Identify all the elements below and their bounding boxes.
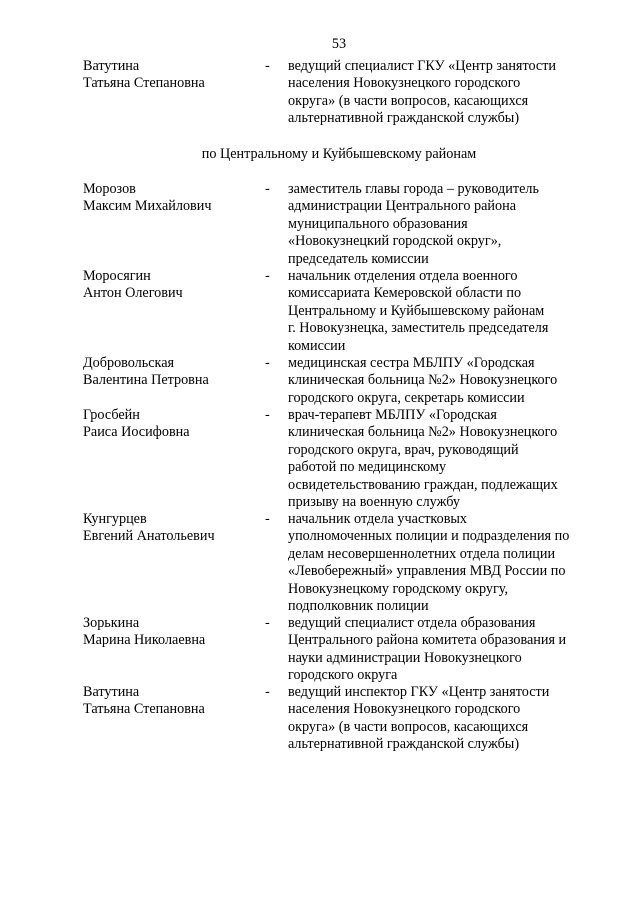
member-role: ведущий специалист отдела образования Центрального района комитета образования и науки администрации Новокузнецкого городского округа bbox=[288, 615, 567, 684]
separator-dash: - bbox=[265, 268, 270, 284]
section-heading: по Центральному и Куйбышевскому районам bbox=[201, 146, 477, 162]
member-role: заместитель главы города – руководитель администрации Центрального района муниципального образования «Новокузнецкий городской округ», председатель комиссии bbox=[288, 181, 539, 267]
separator-dash: - bbox=[265, 615, 270, 631]
separator-dash: - bbox=[265, 511, 270, 527]
member-name: Зорькина Марина Николаевна bbox=[83, 615, 206, 649]
member-name: Моросягин Антон Олегович bbox=[83, 268, 183, 302]
member-role: врач-терапевт МБЛПУ «Городская клиническая больница №2» Новокузнецкого городского округа, врач, руководящий работой по медицинскому освидетельствованию граждан, подлежащих призыву на военную службу bbox=[288, 407, 558, 511]
member-name: Кунгурцев Евгений Анатольевич bbox=[83, 511, 215, 545]
member-name: Гросбейн Раиса Иосифовна bbox=[83, 407, 190, 441]
member-role: ведущий специалист ГКУ «Центр занятости населения Новокузнецкого городского округа» (в части вопросов, касающихся альтернативной гражданской службы) bbox=[288, 58, 556, 127]
member-role: ведущий инспектор ГКУ «Центр занятости населения Новокузнецкого городского округа» (в части вопросов, касающихся альтернативной гражданской службы) bbox=[288, 684, 550, 753]
separator-dash: - bbox=[265, 181, 270, 197]
separator-dash: - bbox=[265, 355, 270, 371]
page-number: 53 bbox=[331, 36, 347, 52]
member-role: начальник отделения отдела военного комиссариата Кемеровской области по Центральному и Куйбышевскому районам г. Новокузнецка, заместитель председателя комиссии bbox=[288, 268, 549, 354]
separator-dash: - bbox=[265, 407, 270, 423]
member-name: Морозов Максим Михайлович bbox=[83, 181, 212, 215]
member-name: Ватутина Татьяна Степановна bbox=[83, 58, 205, 92]
separator-dash: - bbox=[265, 58, 270, 74]
member-name: Добровольская Валентина Петровна bbox=[83, 355, 209, 389]
member-role: начальник отдела участковых уполномоченных полиции и подразделения по делам несовершеннолетних отдела полиции «Левобережный» управления МВД России по Новокузнецкому городскому округу, подполковник полиции bbox=[288, 511, 570, 615]
separator-dash: - bbox=[265, 684, 270, 700]
member-role: медицинская сестра МБЛПУ «Городская клиническая больница №2» Новокузнецкого городского округа, секретарь комиссии bbox=[288, 355, 558, 406]
member-name: Ватутина Татьяна Степановна bbox=[83, 684, 205, 718]
